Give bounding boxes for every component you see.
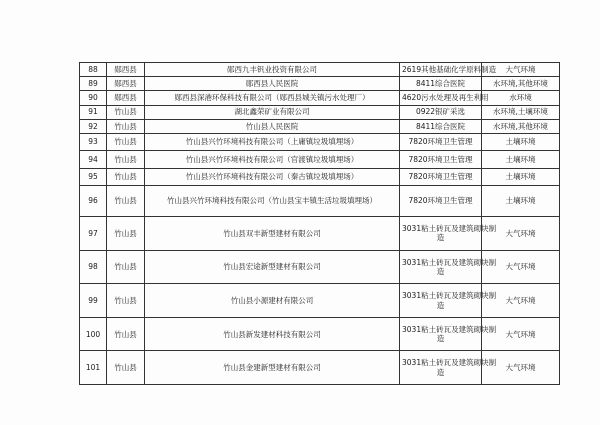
table-row: [80, 105, 560, 119]
row-number-cell: 90: [80, 91, 107, 105]
county-cell: 竹山县: [107, 217, 145, 251]
table-row: [80, 250, 560, 284]
county-cell: 竹山县: [107, 284, 145, 318]
table-row: [80, 351, 560, 385]
county-cell: 竹山县: [107, 351, 145, 385]
county-cell: 竹山县: [107, 186, 145, 217]
county-cell: 竹山县: [107, 250, 145, 284]
industry-name: 粘土砖瓦及建筑砌块制: [421, 291, 497, 301]
row-number-cell: 96: [80, 186, 107, 217]
enterprise-list-table: [79, 62, 560, 385]
table-row: [80, 91, 560, 105]
county-cell: 郧西县: [107, 77, 145, 91]
environment-category-cell: 大气环境: [482, 250, 560, 284]
industry-cell: [400, 133, 482, 150]
company-name-cell: 竹山县金建新型建材有限公司: [145, 351, 400, 385]
environment-category-cell: 水环境,其他环境: [482, 119, 560, 133]
row-number-cell: 97: [80, 217, 107, 251]
industry-name-continued: 造: [436, 300, 445, 310]
industry-code: 0922: [415, 107, 436, 117]
industry-cell: [400, 317, 497, 351]
row-number-cell: 101: [80, 351, 107, 385]
company-name-cell: 竹山县兴竹环境科技有限公司（竹山县宝丰镇生活垃圾填埋场）: [145, 186, 400, 217]
county-cell: 竹山县: [107, 151, 145, 168]
environment-category-cell: 大气环境: [482, 317, 560, 351]
industry-name: 环境卫生管理: [427, 154, 473, 164]
industry-code: 3031: [402, 257, 422, 267]
company-name-cell: 竹山县兴竹环境科技有限公司（官渡镇垃圾填埋场）: [145, 151, 400, 168]
environment-category-cell: 土壤环境: [482, 186, 560, 217]
industry-name: 污水处理及再生利用: [421, 93, 489, 103]
industry-code: 7820: [408, 154, 428, 164]
company-name-cell: 竹山县双丰新型建材有限公司: [145, 217, 400, 251]
county-cell: 竹山县: [107, 168, 145, 185]
company-name-cell: 竹山县兴竹环境科技有限公司（上庸镇垃圾填埋场）: [145, 133, 400, 150]
table-row: [80, 133, 560, 150]
table-row: [80, 284, 560, 318]
industry-cell: [400, 217, 497, 251]
row-number-cell: 99: [80, 284, 107, 318]
industry-cell: [400, 284, 497, 318]
environment-category-cell: 大气环境: [482, 217, 560, 251]
county-cell: 竹山县: [107, 105, 145, 119]
industry-code: 3031: [402, 224, 422, 234]
industry-cell: [400, 77, 482, 91]
environment-category-cell: 土壤环境: [482, 133, 560, 150]
industry-name: 粘土砖瓦及建筑砌块制: [421, 257, 497, 267]
industry-code: 7820: [408, 196, 428, 206]
industry-cell: [400, 105, 482, 119]
row-number-cell: 89: [80, 77, 107, 91]
industry-cell: [400, 168, 482, 185]
county-cell: 竹山县: [107, 119, 145, 133]
table-row: [80, 151, 560, 168]
industry-name-continued: 造: [436, 334, 445, 344]
industry-cell: [400, 186, 482, 217]
industry-name: 银矿采选: [435, 107, 466, 117]
industry-code: 8411: [415, 121, 436, 131]
row-number-cell: 94: [80, 151, 107, 168]
company-name-cell: 郧西县深港环保科技有限公司（郧西县城关镇污水处理厂）: [145, 91, 400, 105]
industry-name: 环境卫生管理: [427, 172, 473, 182]
industry-code: 3031: [402, 324, 422, 334]
industry-cell: [400, 250, 497, 284]
industry-name: 粘土砖瓦及建筑砌块制: [421, 224, 497, 234]
company-name-cell: 竹山县宏途新型建材有限公司: [145, 250, 400, 284]
environment-category-cell: 土壤环境: [482, 151, 560, 168]
industry-code: 8411: [415, 79, 436, 89]
row-number-cell: 95: [80, 168, 107, 185]
table-row: [80, 77, 560, 91]
table-row: [80, 217, 560, 251]
industry-name: 粘土砖瓦及建筑砌块制: [421, 324, 497, 334]
industry-name-continued: 造: [436, 233, 445, 243]
environment-category-cell: 土壤环境: [482, 168, 560, 185]
table-row: [80, 119, 560, 133]
row-number-cell: 100: [80, 317, 107, 351]
row-number-cell: 91: [80, 105, 107, 119]
industry-cell: [400, 91, 489, 105]
company-name-cell: 竹山县新发建材科技有限公司: [145, 317, 400, 351]
industry-cell: [400, 151, 482, 168]
row-number-cell: 92: [80, 119, 107, 133]
table-body: [80, 63, 560, 385]
county-cell: 竹山县: [107, 317, 145, 351]
table-row: [80, 63, 560, 77]
industry-name: 综合医院: [435, 121, 466, 131]
industry-name: 其他基础化学原料制造: [421, 64, 497, 74]
environment-category-cell: 水环境: [482, 91, 560, 105]
environment-category-cell: 大气环境: [482, 351, 560, 385]
county-cell: 竹山县: [107, 133, 145, 150]
company-name-cell: 竹山县人民医院: [145, 119, 400, 133]
industry-code: 7820: [408, 172, 428, 182]
county-cell: 郧西县: [107, 91, 145, 105]
industry-code: 2619: [402, 64, 422, 74]
industry-cell: [400, 119, 482, 133]
industry-code: 4620: [402, 93, 422, 103]
row-number-cell: 98: [80, 250, 107, 284]
industry-name-continued: 造: [436, 367, 445, 377]
county-cell: 郧西县: [107, 63, 145, 77]
company-name-cell: 湖北鑫荣矿业有限公司: [145, 105, 400, 119]
industry-name: 环境卫生管理: [427, 196, 473, 206]
table-row: [80, 168, 560, 185]
company-name-cell: 竹山县兴竹环境科技有限公司（秦古镇垃圾填埋场）: [145, 168, 400, 185]
row-number-cell: 93: [80, 133, 107, 150]
industry-name-continued: 造: [436, 267, 445, 276]
table-row: [80, 317, 560, 351]
industry-cell: [400, 351, 497, 385]
table-row: [80, 186, 560, 217]
row-number-cell: 88: [80, 63, 107, 77]
industry-name: 环境卫生管理: [427, 137, 473, 147]
company-name-cell: 竹山县小源建材有限公司: [145, 284, 400, 318]
company-name-cell: 郧西九丰钒业投资有限公司: [145, 63, 400, 77]
industry-cell: [400, 63, 497, 77]
industry-name: 综合医院: [435, 79, 466, 89]
company-name-cell: 郧西县人民医院: [145, 77, 400, 91]
industry-code: 3031: [402, 358, 422, 368]
environment-category-cell: 大气环境: [482, 63, 560, 77]
industry-code: 3031: [402, 291, 422, 301]
environment-category-cell: 大气环境: [482, 284, 560, 318]
industry-code: 7820: [408, 137, 428, 147]
environment-category-cell: 水环境,其他环境: [482, 77, 560, 91]
industry-name: 粘土砖瓦及建筑砌块制: [421, 358, 497, 368]
environment-category-cell: 水环境,土壤环境: [482, 105, 560, 119]
